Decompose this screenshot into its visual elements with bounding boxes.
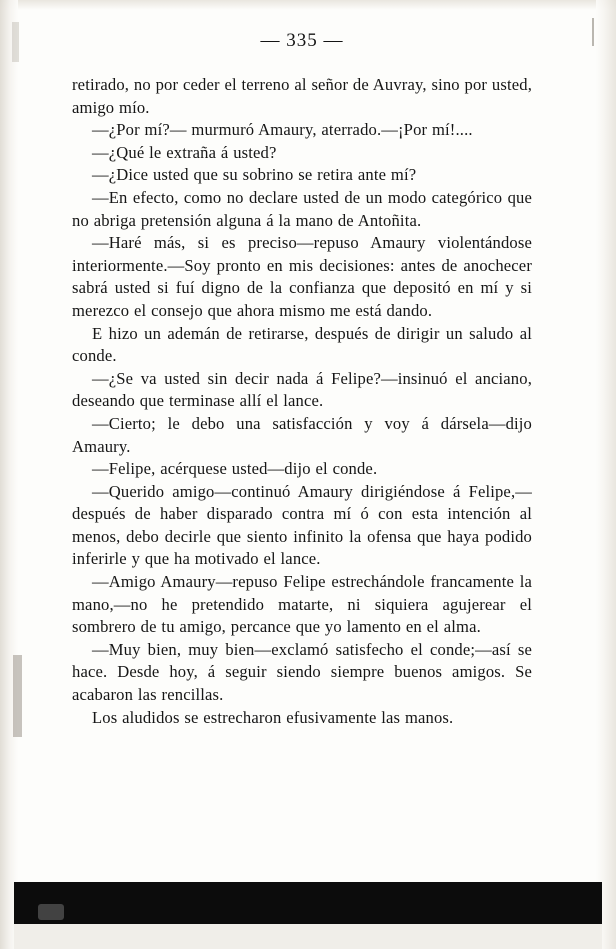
page-content bbox=[72, 30, 532, 729]
paragraph: —Felipe, acérquese usted—dijo el conde. bbox=[92, 459, 378, 479]
scan-edge-top bbox=[0, 0, 616, 10]
scan-artifact-left bbox=[13, 655, 22, 737]
scan-bottom-margin bbox=[14, 924, 602, 949]
paragraph: —Querido amigo—continuó Amaury dirigiéndose á Felipe,—después de haber disparado contra mí ó con esta intención al menos, debo decirle que siento infinito la ofensa que haya podido inferirle y que ha motivado el lance. bbox=[72, 481, 532, 569]
paragraph: retirado, no por ceder el terreno al señor de Auvray, sino por usted, amigo mío. bbox=[72, 75, 532, 117]
scan-artifact-bottom bbox=[38, 904, 64, 920]
scan-edge-left bbox=[0, 0, 18, 949]
paragraph: E hizo un ademán de retirarse, después de dirigir un saludo al conde. bbox=[72, 323, 532, 366]
paragraph: —¿Por mí?— murmuró Amaury, aterrado.—¡Por mí!.... bbox=[92, 120, 473, 140]
paragraph: —¿Se va usted sin decir nada á Felipe?—insinuó el anciano, deseando que terminase allí el lance. bbox=[72, 368, 532, 411]
page-number: — 335 — bbox=[260, 30, 344, 51]
paragraph: —Cierto; le debo una satisfacción y voy á dársela—dijo Amaury. bbox=[72, 413, 532, 456]
scan-edge-right bbox=[596, 0, 616, 949]
scan-bottom-black-bar bbox=[14, 882, 602, 924]
paragraph: —Amigo Amaury—repuso Felipe estrechándole francamente la mano,—no he pretendido matarte, ni siquiera agujerear el sombrero de tu amigo, percance que yo lamento en el alma. bbox=[72, 572, 532, 637]
scan-artifact-left-upper bbox=[12, 22, 19, 62]
paragraph: —¿Dice usted que su sobrino se retira ante mí? bbox=[92, 165, 417, 185]
paragraph: Los aludidos se estrecharon efusivamente las manos. bbox=[92, 707, 454, 727]
paragraph: —¿Qué le extraña á usted? bbox=[92, 142, 277, 162]
paragraph: —Muy bien, muy bien—exclamó satisfecho el conde;—así se hace. Desde hoy, á seguir siendo siempre buenos amigos. Se acabaron las rencillas. bbox=[72, 639, 532, 705]
scan-artifact-right bbox=[592, 18, 594, 46]
paragraph: —Haré más, si es preciso—repuso Amaury violentándose interiormente.—Soy pronto en mis decisiones: antes de anochecer sabrá usted si fuí digno de la confianza que depositó en mí y si merezco el consejo que ahora mismo me está dando. bbox=[72, 233, 532, 320]
paragraph: —En efecto, como no declare usted de un modo categórico que no abriga pretensión alguna á la mano de Antoñita. bbox=[72, 187, 532, 230]
body-text bbox=[72, 74, 532, 729]
